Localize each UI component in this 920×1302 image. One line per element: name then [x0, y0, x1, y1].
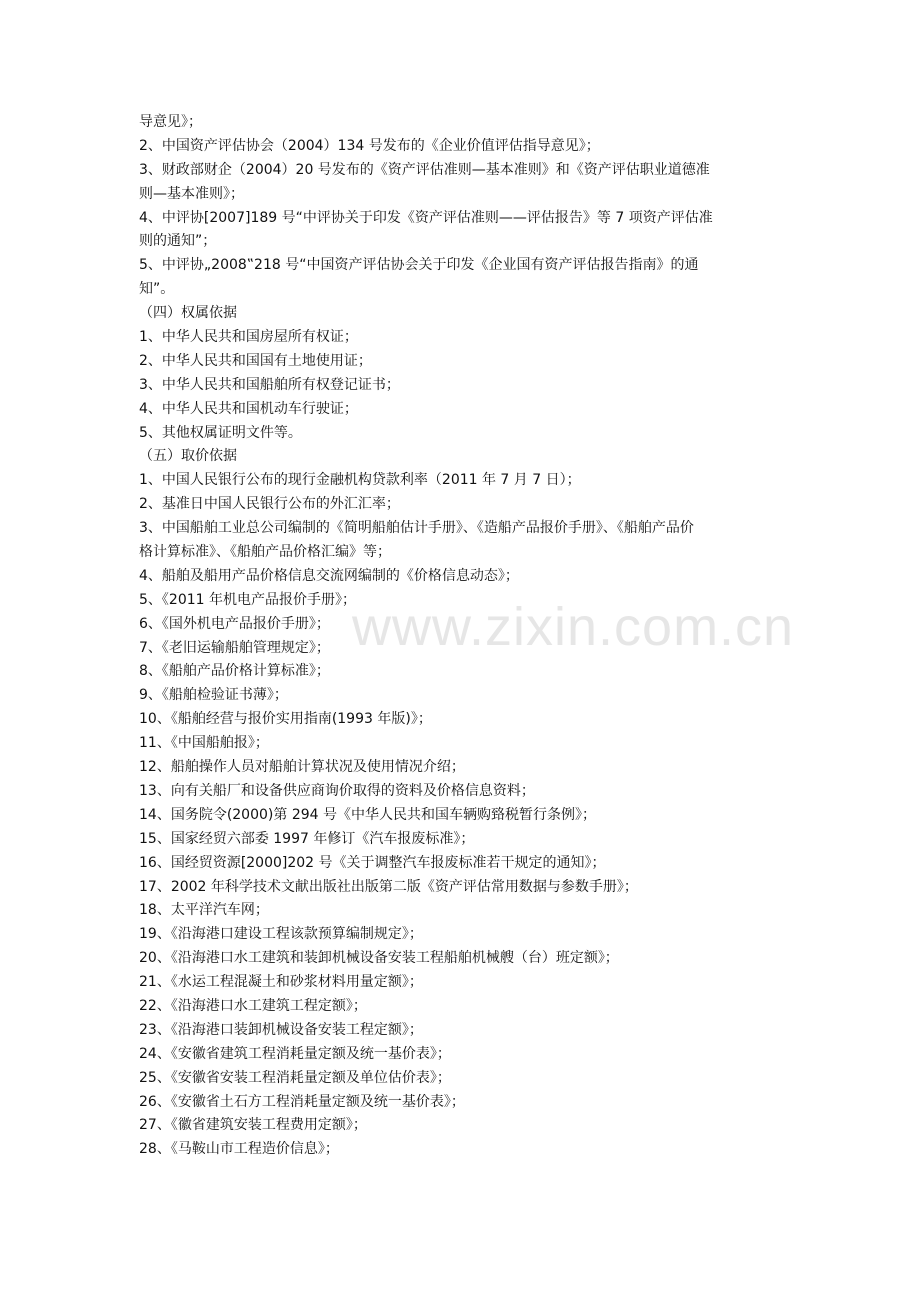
text-line: 导意见》； [139, 114, 202, 130]
text-line: 则的通知”； [139, 233, 217, 250]
text-line: 1、中国人民银行公布的现行金融机构贷款利率（2011 年 7 月 7 日）； [139, 472, 581, 489]
document-body [139, 111, 784, 1162]
text-line: 11、《中国船舶报》； [139, 735, 269, 752]
text-line: 17、2002 年科学技术文献出版社出版第二版《资产评估常用数据与参数手册》； [139, 878, 638, 895]
text-line: 3、中华人民共和国船舶所有权登记证书； [139, 376, 400, 393]
text-line: 14、国务院令(2000)第 294 号《中华人民共和国车辆购臵税暂行条例》； [139, 806, 596, 823]
text-line: 22、《沿海港口水工建筑工程定额》； [139, 997, 367, 1014]
text-line: 3、财政部财企（2004）20 号发布的《资产评估准则—基本准则》和《资产评估职业道德准 [139, 161, 710, 178]
text-line: 24、《安徽省建筑工程消耗量定额及统一基价表》； [139, 1045, 451, 1062]
text-line: 15、国家经贸六部委 1997 年修订《汽车报废标准》； [139, 830, 475, 847]
text-line: 9、《船舶检验证书薄》； [139, 687, 288, 704]
text-line: 25、《安徽省安装工程消耗量定额及单位估价表》； [139, 1069, 451, 1086]
text-line: 19、《沿海港口建设工程该款预算编制规定》； [139, 926, 423, 943]
text-line: 5、其他权属证明文件等。 [139, 424, 302, 441]
text-line: 1、中华人民共和国房屋所有权证； [139, 329, 358, 346]
text-line: 8、《船舶产品价格计算标准》； [139, 663, 330, 680]
text-line: 10、《船舶经营与报价实用指南(1993 年版)》； [139, 711, 432, 728]
section-heading: （五）取价依据 [139, 448, 237, 465]
text-line: 6、《国外机电产品报价手册》； [139, 615, 330, 632]
section-heading: （四）权属依据 [139, 305, 237, 322]
text-line: 知”。 [139, 281, 175, 298]
text-line: 28、《马鞍山市工程造价信息》； [139, 1141, 339, 1158]
text-line: 2、中华人民共和国国有土地使用证； [139, 352, 372, 369]
text-line: 格计算标准》、《船舶产品价格汇编》等； [139, 544, 391, 561]
text-line: 16、国经贸资源[2000]202 号《关于调整汽车报废标准若干规定的通知》； [139, 854, 606, 871]
text-line: 18、太平洋汽车网； [139, 902, 269, 919]
text-line: 2、基准日中国人民银行公布的外汇汇率； [139, 496, 400, 513]
text-line: 23、《沿海港口装卸机械设备安装工程定额》； [139, 1021, 423, 1038]
text-line: 27、《徽省建筑安装工程费用定额》； [139, 1117, 367, 1134]
text-line: 7、《老旧运输船舶管理规定》； [139, 639, 330, 656]
text-line: 20、《沿海港口水工建筑和装卸机械设备安装工程船舶机械艘（台）班定额》； [139, 950, 619, 967]
text-line: 3、中国船舶工业总公司编制的《简明船舶估计手册》、《造船产品报价手册》、《船舶产品价 [139, 520, 694, 537]
text-line: 21、《水运工程混凝土和砂浆材料用量定额》； [139, 974, 423, 991]
text-line: 4、中评协[2007]189 号“中评协关于印发《资产评估准则——评估报告》等 7 项资产评估准 [139, 209, 713, 226]
text-line: 13、向有关船厂和设备供应商询价取得的资料及价格信息资料； [139, 782, 535, 799]
text-line: 5、中评协„2008‟218 号“中国资产评估协会关于印发《企业国有资产评估报告指南》的通 [139, 257, 699, 274]
text-line: 5、《2011 年机电产品报价手册》； [139, 591, 356, 608]
text-line: 4、船舶及船用产品价格信息交流网编制的《价格信息动态》； [139, 567, 519, 584]
watermark: www.zixin.com.cn [352, 597, 795, 657]
text-line: 12、船舶操作人员对船舶计算状况及使用情况介绍； [139, 759, 465, 776]
text-line: 4、中华人民共和国机动车行驶证； [139, 400, 358, 417]
text-line: 则—基本准则》； [139, 185, 244, 202]
text-line: 2、中国资产评估协会（2004）134 号发布的《企业价值评估指导意见》； [139, 137, 600, 154]
text-line: 26、《安徽省土石方工程消耗量定额及统一基价表》； [139, 1093, 465, 1110]
